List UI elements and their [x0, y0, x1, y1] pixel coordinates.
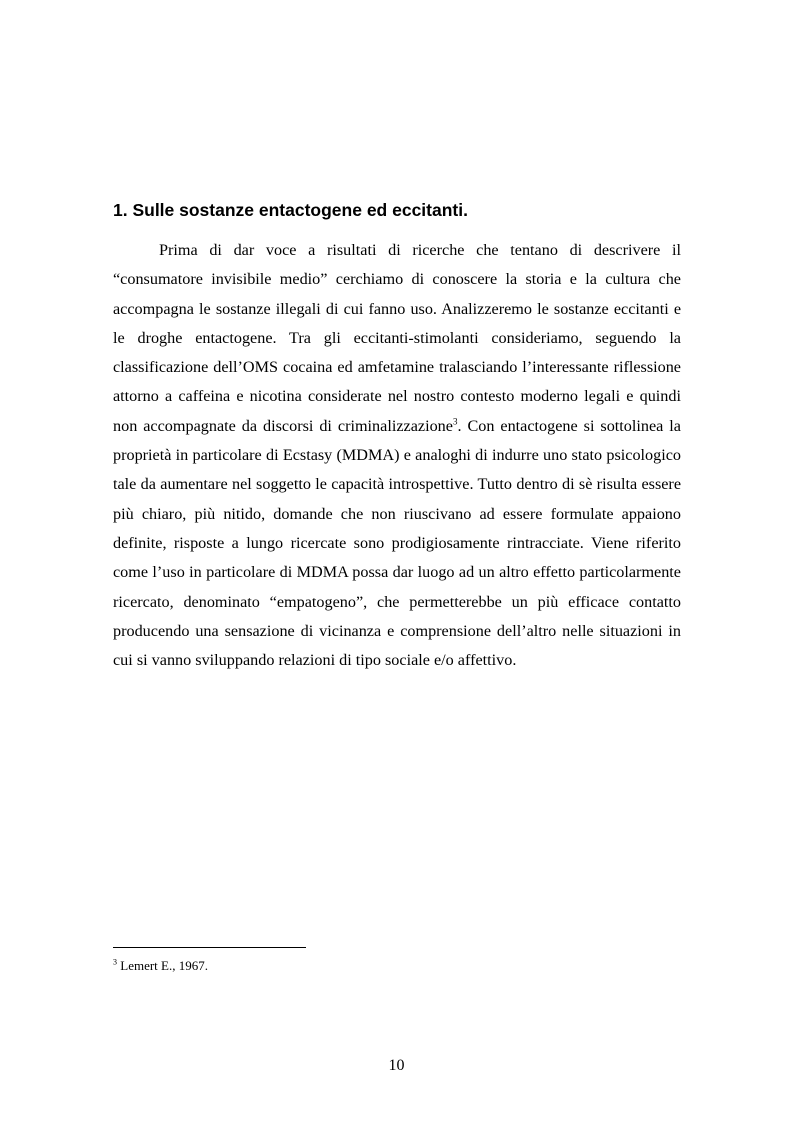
footnote-number: 3	[113, 957, 117, 967]
footnote-reference: 3	[452, 416, 458, 427]
section-heading: 1. Sulle sostanze entactogene ed eccitanti.	[113, 200, 468, 220]
footnote-separator	[113, 947, 306, 948]
body-paragraph	[113, 236, 681, 675]
paragraph-text-part-1: Prima di dar voce a risultati di ricerche che tentano di descrivere il “consumatore invisibile medio” cerchiamo di conoscere la storia e la cultura che accompagna le sostanze illegali di cui fanno uso. Analizzeremo le sostanze eccitanti e le droghe entactogene. Tra gli eccitanti-stimolanti consideriamo, seguendo la classificazione dell’OMS cocaina ed amfetamine tralasciando l’interessante riflessione attorno a caffeina e nicotina considerate nel nostro contesto moderno legali e quindi non accompagnate da discorsi di criminalizzazione	[113, 241, 681, 435]
footnote	[113, 957, 208, 975]
footnote-text: Lemert E., 1967.	[117, 958, 208, 973]
paragraph-text-part-2: . Con entactogene si sottolinea la proprietà in particolare di Ecstasy (MDMA) e analoghi di indurre uno stato psicologico tale da aumentare nel soggetto le capacità introspettive. Tutto dentro di sè risulta essere più chiaro, più nitido, domande che non riuscivano ad essere formulate appaiono definite, risposte a lungo ricercate sono prodigiosamente rintracciate. Viene riferito come l’uso in particolare di MDMA possa dar luogo ad un altro effetto particolarmente ricercato, denominato “empatogeno”, che permetterebbe un più efficace contatto producendo una sensazione di vicinanza e comprensione dell’altro nelle situazioni in cui si vanno sviluppando relazioni di tipo sociale e/o affettivo.	[113, 416, 681, 670]
page-number: 10	[388, 1057, 405, 1074]
